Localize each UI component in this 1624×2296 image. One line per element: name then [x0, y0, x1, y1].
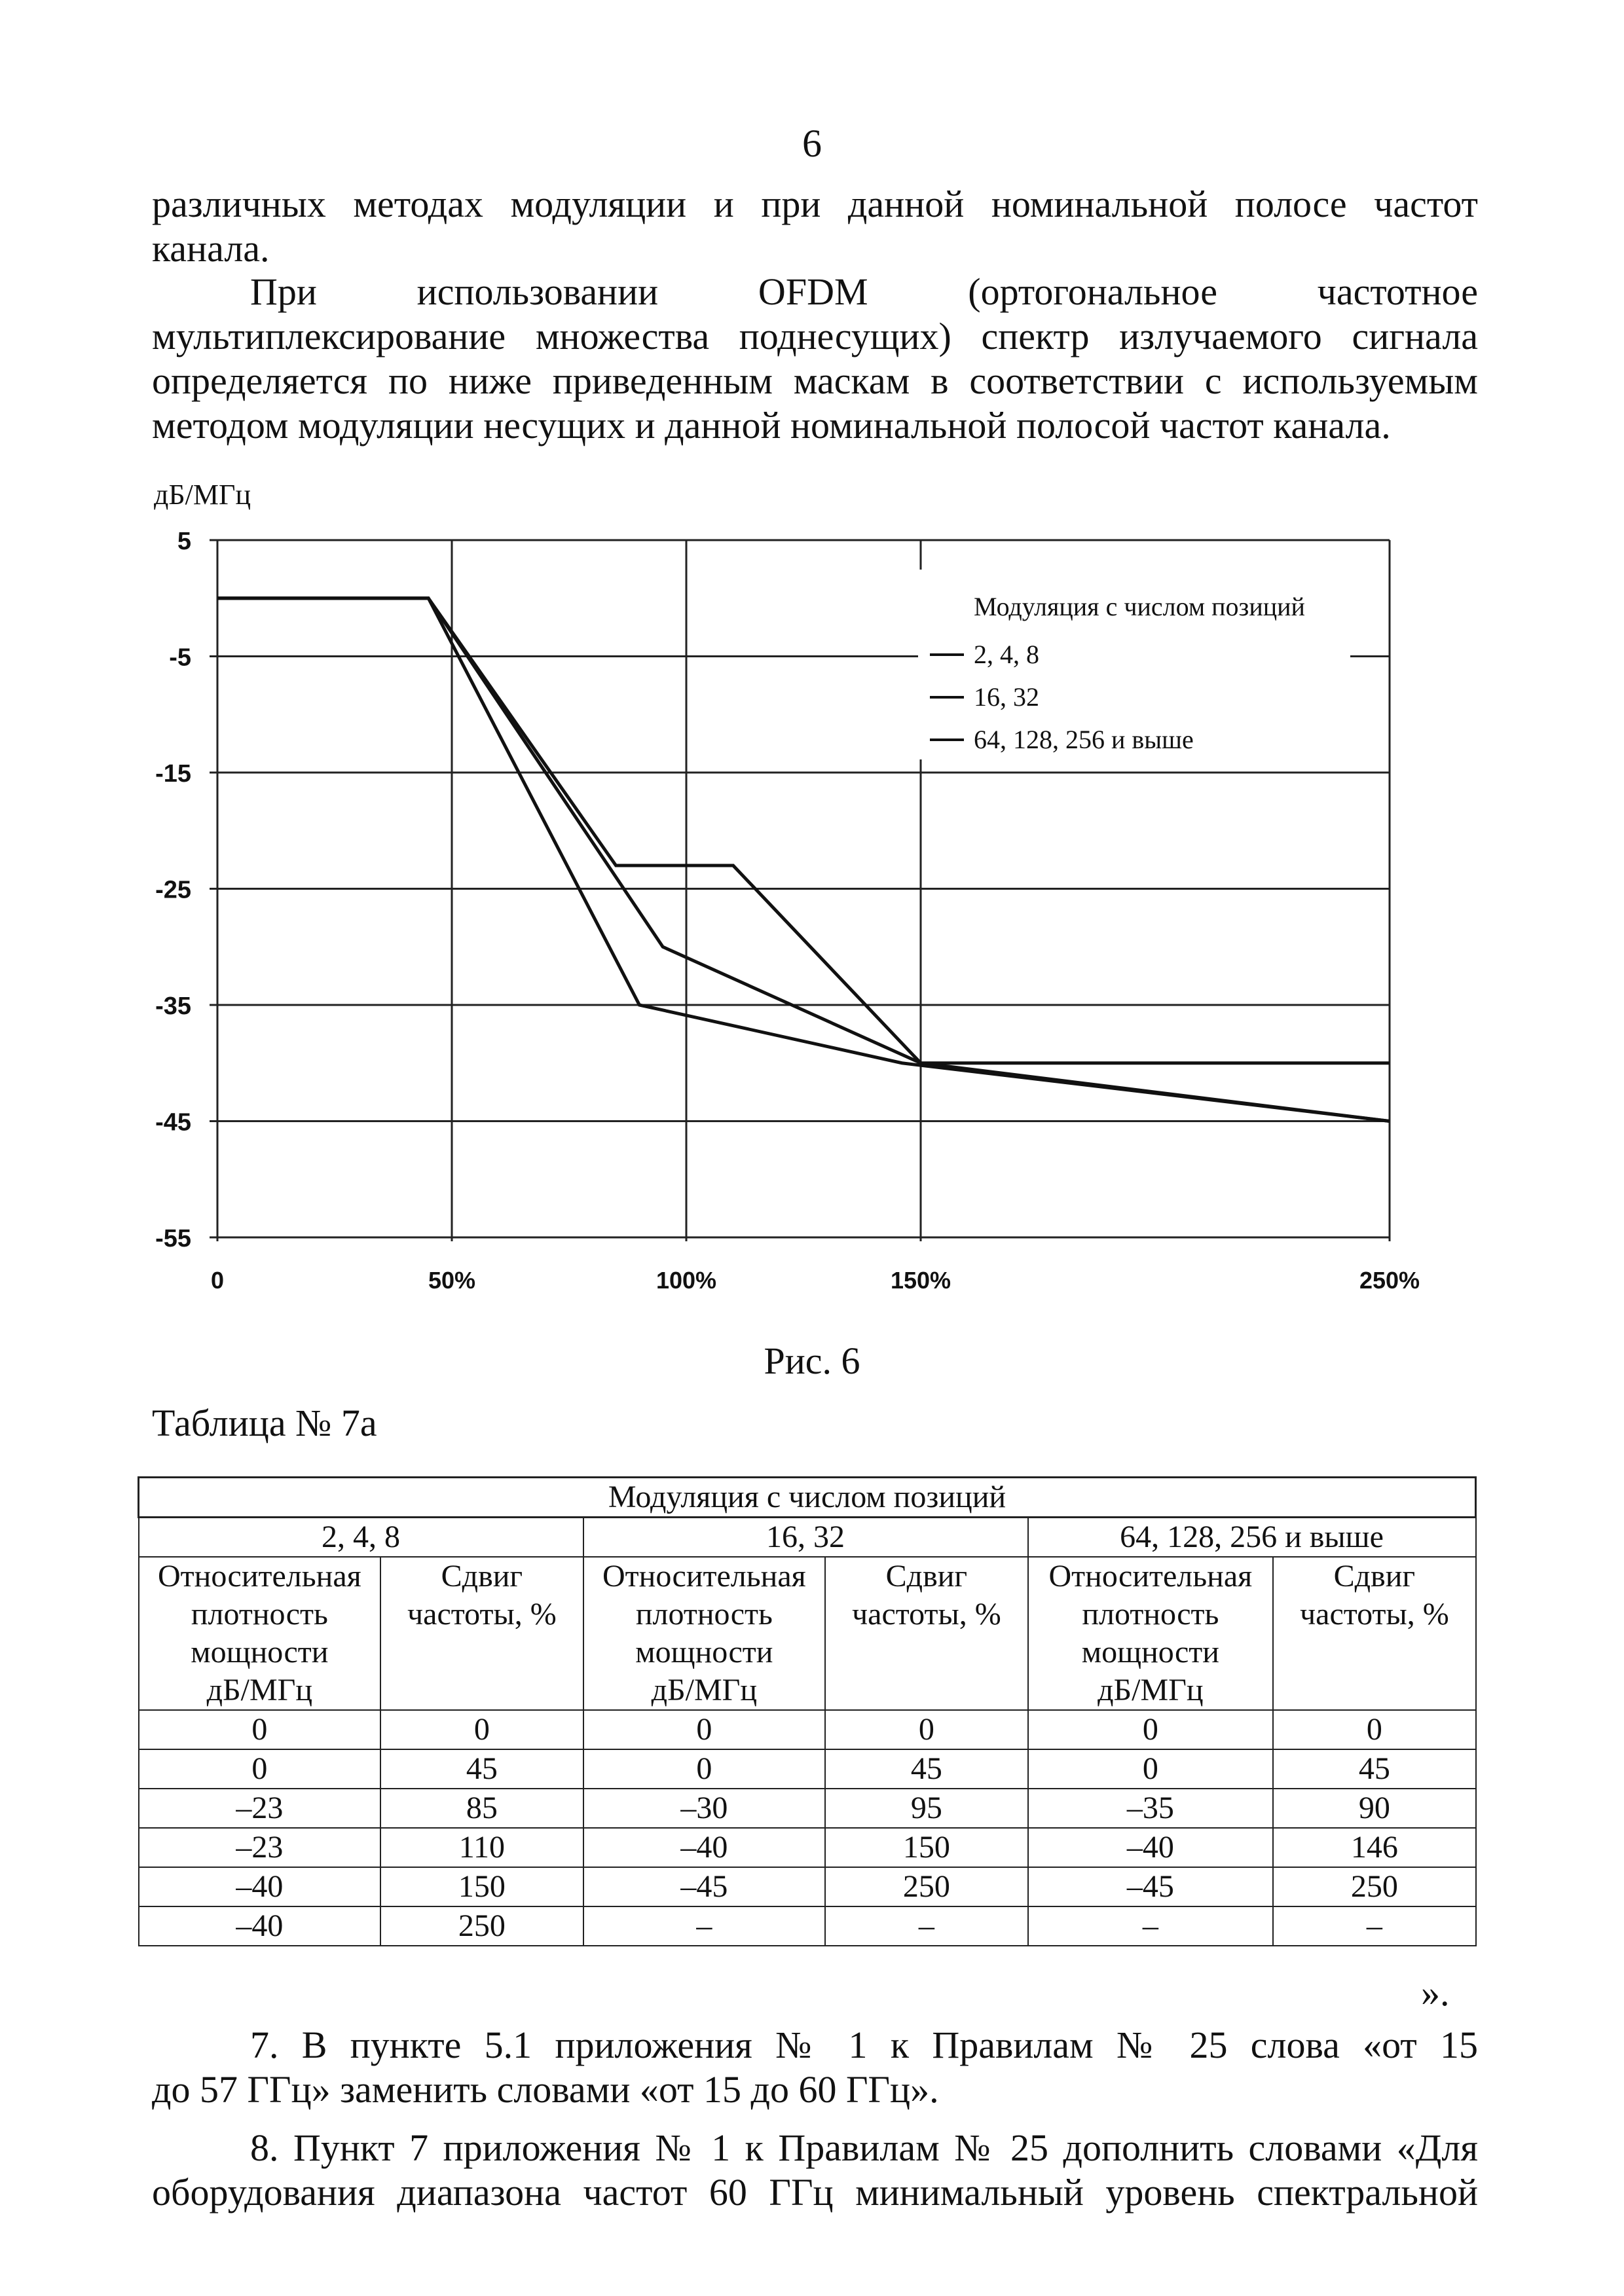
table-cell: 150	[825, 1828, 1027, 1867]
header-line: Относительная	[1048, 1559, 1253, 1594]
header-line: дБ/МГц	[1098, 1673, 1204, 1707]
paragraph-8	[152, 2126, 1478, 2215]
x-tick-label: 0	[210, 1267, 225, 1294]
header-line: Сдвиг	[885, 1559, 968, 1594]
table-group-label: 16, 32	[583, 1518, 1028, 1558]
header-line: Сдвиг	[1333, 1559, 1416, 1594]
table-cell: 0	[1028, 1749, 1274, 1789]
text-line: оборудования диапазона частот 60 ГГц минимальный уровень спектральной	[152, 2171, 1478, 2214]
header-line: плотность	[191, 1597, 328, 1631]
table-cell: –35	[1028, 1789, 1274, 1828]
table-cell: 95	[825, 1789, 1027, 1828]
column-header-shift	[380, 1557, 583, 1710]
table-cell: –	[1028, 1906, 1274, 1946]
table-cell: 110	[380, 1828, 583, 1867]
legend-title: Модуляция с числом позиций	[974, 592, 1305, 621]
table-cell: 90	[1273, 1789, 1475, 1828]
table-cell: 45	[1273, 1749, 1475, 1789]
y-tick-label: -25	[155, 876, 191, 904]
table-row	[139, 1710, 1476, 1749]
y-tick-label: -35	[155, 993, 191, 1020]
paragraph-7	[152, 2023, 1478, 2112]
column-header-power	[1028, 1557, 1274, 1710]
page-number: 6	[802, 122, 822, 165]
header-line: частоты, %	[1300, 1597, 1449, 1631]
table-cell: 150	[380, 1867, 583, 1906]
table-cell: –	[1273, 1906, 1475, 1946]
legend-entry: 16, 32	[974, 682, 1039, 712]
intro-paragraph	[152, 182, 1478, 271]
header-line: частоты, %	[852, 1597, 1001, 1631]
text-line: методом модуляции несущих и данной номинальной полосой частот канала.	[152, 404, 1391, 446]
table-cell: 0	[1028, 1710, 1274, 1749]
y-tick-label: -5	[169, 644, 191, 672]
chart-canvas	[124, 478, 1434, 1349]
header-line: Сдвиг	[441, 1559, 523, 1594]
text-line: мультиплексирование множества поднесущих) спектр излучаемого сигнала	[152, 315, 1478, 357]
legend-entry: 64, 128, 256 и выше	[974, 725, 1194, 754]
column-header-shift	[1273, 1557, 1475, 1710]
table-row	[139, 1828, 1476, 1867]
table-cell: –45	[1028, 1867, 1274, 1906]
table-group-label: 2, 4, 8	[139, 1518, 583, 1558]
table-cell: 0	[825, 1710, 1027, 1749]
table-cell: –40	[583, 1828, 826, 1867]
header-line: мощности	[635, 1635, 773, 1669]
column-header-power	[583, 1557, 826, 1710]
text-line: При использовании OFDM (ортогональное частотное	[250, 270, 1478, 313]
table-column-header-row	[139, 1557, 1476, 1710]
table-title: Таблица № 7а	[152, 1402, 377, 1444]
table-cell: –40	[1028, 1828, 1274, 1867]
table-cell: 0	[380, 1710, 583, 1749]
table-cell: 45	[825, 1749, 1027, 1789]
x-tick-label: 250%	[1359, 1267, 1420, 1294]
y-tick-label: -15	[155, 760, 191, 788]
y-tick-label: 5	[177, 528, 191, 555]
header-line: мощности	[191, 1635, 329, 1669]
figure-caption: Рис. 6	[764, 1339, 860, 1382]
text-line: канала.	[152, 227, 270, 270]
text-line: 8. Пункт 7 приложения № 1 к Правилам № 25 дополнить словами «Для	[250, 2126, 1478, 2169]
header-line: мощности	[1081, 1635, 1219, 1669]
table-cell: –45	[583, 1867, 826, 1906]
table-cell: –40	[139, 1906, 381, 1946]
column-header-shift	[825, 1557, 1027, 1710]
x-tick-label: 100%	[655, 1267, 717, 1294]
table-row	[139, 1749, 1476, 1789]
header-line: дБ/МГц	[651, 1673, 758, 1707]
table-cell: 250	[1273, 1867, 1475, 1906]
table-cell: –	[583, 1906, 826, 1946]
text-line: до 57 ГГц» заменить словами «от 15 до 60 ГГц».	[152, 2068, 939, 2111]
table-cell: –23	[139, 1789, 381, 1828]
table-cell: 250	[825, 1867, 1027, 1906]
header-line: частоты, %	[407, 1597, 557, 1631]
legend-entry: 2, 4, 8	[974, 640, 1039, 669]
table-cell: 85	[380, 1789, 583, 1828]
table-cell: 0	[1273, 1710, 1475, 1749]
table-cell: –23	[139, 1828, 381, 1867]
header-line: Относительная	[602, 1559, 806, 1594]
column-header-power	[139, 1557, 381, 1710]
ofdm-paragraph	[152, 270, 1478, 448]
table-cell: 0	[583, 1710, 826, 1749]
header-line: плотность	[1082, 1597, 1219, 1631]
table-group-header: Модуляция с числом позиций	[139, 1478, 1476, 1518]
text-line: определяется по ниже приведенным маскам в соответствии с используемым	[152, 359, 1478, 402]
table-row	[139, 1867, 1476, 1906]
table-cell: 0	[583, 1749, 826, 1789]
header-line: Относительная	[158, 1559, 361, 1594]
table-body	[139, 1710, 1476, 1946]
closing-quote: ».	[1421, 1971, 1450, 2014]
header-line: дБ/МГц	[206, 1673, 313, 1707]
table-row	[139, 1906, 1476, 1946]
header-line: плотность	[635, 1597, 773, 1631]
y-axis-label: дБ/МГц	[154, 479, 251, 511]
table-cell: –	[825, 1906, 1027, 1946]
table-row	[139, 1789, 1476, 1828]
table-cell: 0	[139, 1749, 381, 1789]
table-cell: –30	[583, 1789, 826, 1828]
spectrum-mask-chart	[124, 478, 1434, 1349]
y-tick-label: -55	[155, 1225, 191, 1252]
y-tick-label: -45	[155, 1108, 191, 1137]
x-tick-label: 150%	[890, 1267, 951, 1294]
modulation-table	[138, 1476, 1477, 1946]
table-group-label: 64, 128, 256 и выше	[1028, 1518, 1476, 1558]
table-cell: 0	[139, 1710, 381, 1749]
table-cell: 146	[1273, 1828, 1475, 1867]
x-tick-label: 50%	[428, 1267, 476, 1294]
text-line: различных методах модуляции и при данной номинальной полосе частот	[152, 183, 1478, 225]
text-line: 7. В пункте 5.1 приложения № 1 к Правилам № 25 слова «от 15	[250, 2024, 1478, 2066]
table-cell: –40	[139, 1867, 381, 1906]
table-cell: 45	[380, 1749, 583, 1789]
table-cell: 250	[380, 1906, 583, 1946]
